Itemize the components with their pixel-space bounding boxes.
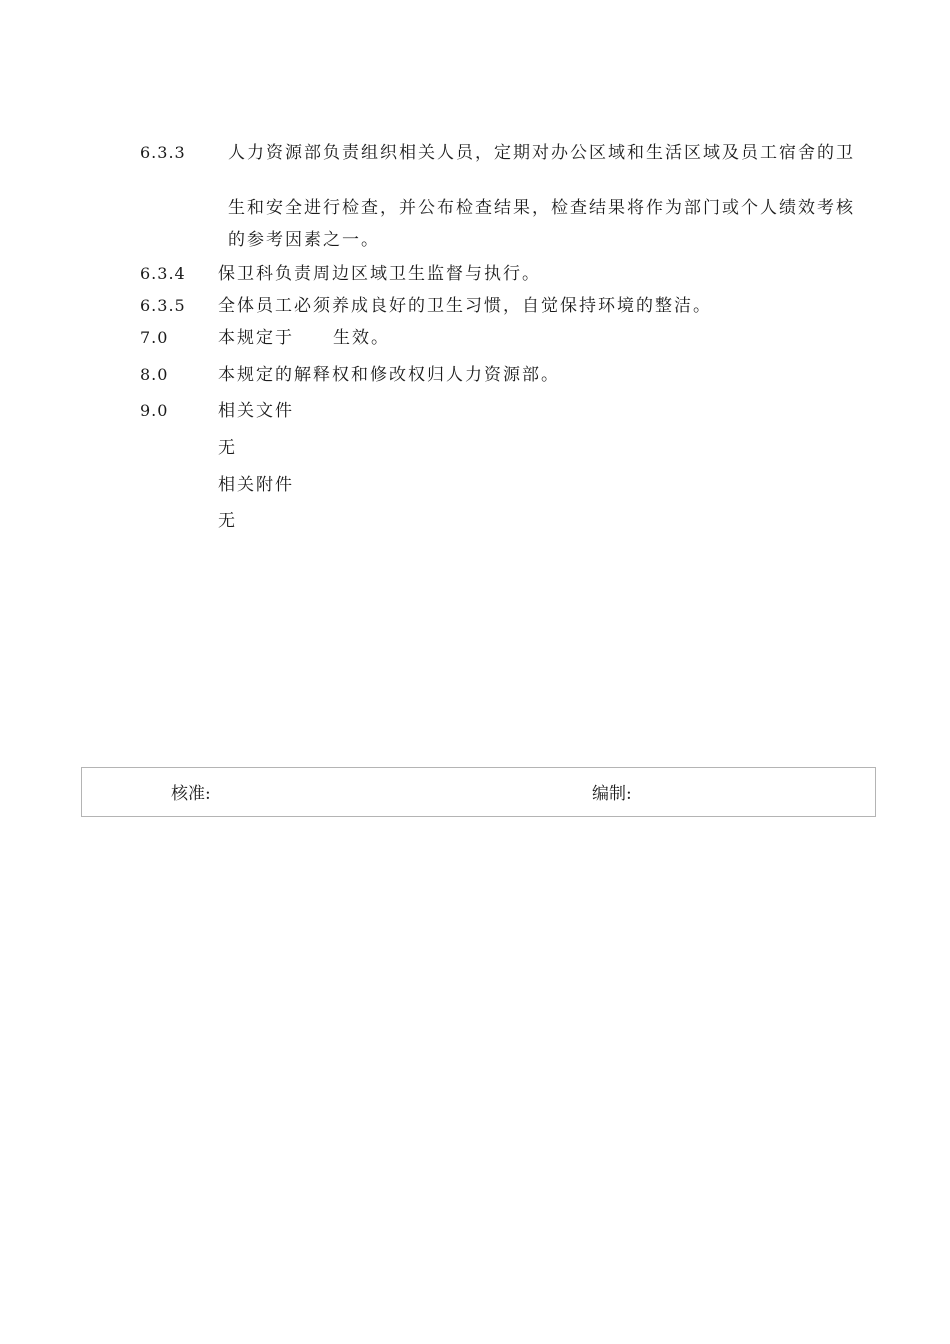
approve-label: 核准: bbox=[171, 784, 211, 804]
clause-number-8-0: 8.0 bbox=[140, 365, 169, 384]
related-files-label: 相关文件 bbox=[218, 401, 294, 421]
clause-number-9-0: 9.0 bbox=[140, 401, 169, 420]
clause-7-0-text-b: 生效。 bbox=[333, 328, 390, 348]
clause-6-3-4-text: 保卫科负责周边区域卫生监督与执行。 bbox=[218, 264, 541, 284]
clause-6-3-5-text: 全体员工必须养成良好的卫生习惯，自觉保持环境的整洁。 bbox=[218, 296, 712, 316]
clause-6-3-3-line-1: 人力资源部负责组织相关人员，定期对办公区域和生活区域及员工宿舍的卫 bbox=[228, 143, 855, 163]
approval-signature-box bbox=[81, 767, 876, 817]
clause-number-6-3-4: 6.3.4 bbox=[140, 264, 186, 283]
clause-7-0-text-a: 本规定于 bbox=[218, 328, 294, 348]
related-attachments-label: 相关附件 bbox=[218, 475, 294, 495]
clause-6-3-3-line-3: 的参考因素之一。 bbox=[228, 230, 380, 250]
clause-8-0-text: 本规定的解释权和修改权归人力资源部。 bbox=[218, 365, 560, 385]
related-files-value: 无 bbox=[218, 438, 237, 458]
clause-number-6-3-3: 6.3.3 bbox=[140, 143, 186, 162]
related-attachments-value: 无 bbox=[218, 511, 237, 531]
clause-number-6-3-5: 6.3.5 bbox=[140, 296, 186, 315]
clause-number-7-0: 7.0 bbox=[140, 328, 169, 347]
prepare-label: 编制: bbox=[592, 784, 632, 804]
clause-6-3-3-line-2: 生和安全进行检查，并公布检查结果，检查结果将作为部门或个人绩效考核 bbox=[228, 198, 855, 218]
